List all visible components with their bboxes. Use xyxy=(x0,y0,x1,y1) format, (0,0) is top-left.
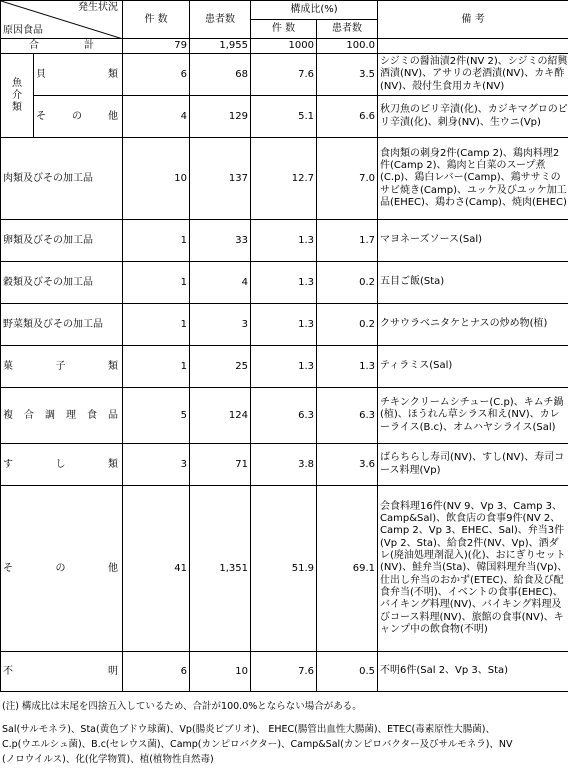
row-ratio-cases: 1.3 xyxy=(251,262,317,304)
row-ratio-patients: 0.2 xyxy=(317,262,378,304)
row-ratio-cases: 7.6 xyxy=(251,652,317,692)
row-ratio-patients: 0.5 xyxy=(317,652,378,692)
row-cases: 10 xyxy=(123,138,190,220)
legend-line: Sal(サルモネラ)、Sta(黄色ブドウ球菌)、Vp(腸炎ビブリオ)、 EHEC(腸管出血性大腸菌)、ETEC(毒素原性大腸菌)、 xyxy=(2,724,495,735)
row-ratio-patients: 6.6 xyxy=(317,96,378,138)
row-label-cell xyxy=(1,652,123,692)
row-ratio-patients: 3.6 xyxy=(317,444,378,486)
table-row xyxy=(1,54,568,96)
row-patients: 137 xyxy=(190,138,251,220)
row-remarks: ばらちらし寿司(NV)、すし(NV)、寿司コース料理(Vp) xyxy=(378,444,568,486)
row-patients: 1,351 xyxy=(190,486,251,652)
corner-header-cell xyxy=(1,1,123,39)
total-row xyxy=(1,39,568,54)
total-remarks xyxy=(378,39,568,54)
row-remarks: シジミの醤油漬2件(NV 2)、シジミの紹興酒漬(NV)、アサリの老酒漬(NV)、カキ酢(NV)、殻付生食用カキ(NV) xyxy=(378,54,568,96)
row-remarks: チキンクリームシチュー(C.p)、キムチ鍋(植)、ほうれん草シラス和え(NV)、カレーライス(B.c)、オムハヤシライス(Sal) xyxy=(378,388,568,444)
row-cases: 1 xyxy=(123,262,190,304)
header-row-1 xyxy=(1,1,568,20)
row-label: す し 類 xyxy=(3,458,118,470)
row-label-cell xyxy=(1,444,123,486)
table-row xyxy=(1,262,568,304)
row-patients: 124 xyxy=(190,388,251,444)
footnote: (注) 構成比は末尾を四捨五入しているため、合計が100.0%とならない場合がある。 xyxy=(2,701,362,712)
cases-header: 件 数 xyxy=(123,1,190,39)
row-patients: 71 xyxy=(190,444,251,486)
row-label-cell xyxy=(1,388,123,444)
row-label: そ の 他 xyxy=(36,110,118,122)
row-label: 穀類及びその加工品 xyxy=(1,262,123,304)
row-cases: 3 xyxy=(123,444,190,486)
row-ratio-patients: 6.3 xyxy=(317,388,378,444)
row-cases: 6 xyxy=(123,652,190,692)
row-ratio-cases: 12.7 xyxy=(251,138,317,220)
table-row xyxy=(1,486,568,652)
row-ratio-cases: 1.3 xyxy=(251,346,317,388)
row-label-cell xyxy=(34,96,123,138)
row-ratio-cases: 7.6 xyxy=(251,54,317,96)
row-cases: 41 xyxy=(123,486,190,652)
row-label: 貝 類 xyxy=(36,68,118,80)
row-remarks: クサウラベニタケとナスの炒め物(植) xyxy=(378,304,568,346)
row-ratio-cases: 6.3 xyxy=(251,388,317,444)
total-ratio-patients: 100.0 xyxy=(317,39,378,54)
total-ratio-cases: 1000 xyxy=(251,39,317,54)
row-ratio-patients: 7.0 xyxy=(317,138,378,220)
row-cases: 6 xyxy=(123,54,190,96)
table-row xyxy=(1,388,568,444)
total-label-left: 合 xyxy=(29,40,39,51)
table-row xyxy=(1,652,568,692)
row-patients: 129 xyxy=(190,96,251,138)
table-row xyxy=(1,138,568,220)
patients-header: 患者数 xyxy=(190,1,251,39)
row-remarks: ティラミス(Sal) xyxy=(378,346,568,388)
row-ratio-cases: 1.3 xyxy=(251,220,317,262)
ratio-header: 構成比(%) xyxy=(251,1,378,20)
row-ratio-patients: 1.3 xyxy=(317,346,378,388)
row-remarks: 五目ご飯(Sta) xyxy=(378,262,568,304)
row-label: 菓 子 類 xyxy=(3,360,118,372)
row-cases: 5 xyxy=(123,388,190,444)
row-ratio-patients: 69.1 xyxy=(317,486,378,652)
table-row xyxy=(1,346,568,388)
row-label-cell xyxy=(1,346,123,388)
row-patients: 68 xyxy=(190,54,251,96)
row-ratio-cases: 5.1 xyxy=(251,96,317,138)
total-label-right: 計 xyxy=(84,40,94,51)
row-cases: 1 xyxy=(123,220,190,262)
row-patients: 4 xyxy=(190,262,251,304)
row-label: 野菜類及びその加工品 xyxy=(1,304,123,346)
row-ratio-patients: 3.5 xyxy=(317,54,378,96)
row-patients: 10 xyxy=(190,652,251,692)
row-label: 複 合 調 理 食 品 xyxy=(3,409,118,421)
row-cases: 1 xyxy=(123,346,190,388)
ratio-patients-header: 患者数 xyxy=(317,20,378,39)
row-patients: 3 xyxy=(190,304,251,346)
row-label: 肉類及びその加工品 xyxy=(1,138,123,220)
row-ratio-cases: 51.9 xyxy=(251,486,317,652)
legend-line: C.p(ウエルシュ菌)、B.c(セレウス菌)、Camp(カンピロバクター)、Camp&Sal(カンピロバクター及びサルモネラ)、NV xyxy=(2,739,513,750)
row-label-cell xyxy=(1,486,123,652)
table-row xyxy=(1,96,568,138)
row-ratio-cases: 3.8 xyxy=(251,444,317,486)
row-patients: 33 xyxy=(190,220,251,262)
row-cases: 4 xyxy=(123,96,190,138)
total-cases: 79 xyxy=(123,39,190,54)
legend-line: (ノロウイルス)、化(化学物質)、植(植物性自然毒) xyxy=(2,754,214,765)
row-patients: 25 xyxy=(190,346,251,388)
table-row xyxy=(1,444,568,486)
remarks-header: 備 考 xyxy=(378,1,568,39)
corner-header-top: 発生状況 xyxy=(78,2,118,13)
row-ratio-cases: 1.3 xyxy=(251,304,317,346)
row-remarks: 食肉類の刺身2件(Camp 2)、鶏肉料理2件(Camp 2)、鶏肉と白菜のスープ煮(C.p)、鶏白レバー(Camp)、鶏ササミのサビ焼き(Camp)、ユッケ及びユッケ加工品(EHEC)、鶏わさ(Camp)、焼肉(EHEC) xyxy=(378,138,568,220)
fish-group-label: 魚 介 類 xyxy=(12,77,22,113)
ratio-cases-header: 件 数 xyxy=(251,20,317,39)
table-row xyxy=(1,220,568,262)
row-remarks: 会食料理16件(NV 9、Vp 3、Camp 3、Camp&Sal)、飲食店の食事9件(NV 2、Camp 2、Vp 3、EHEC、Sal)、弁当3件(Vp 2、Sta)、給食2件(NV、Vp)、酒ダレ(廃油処理剤混入)(化)、おにぎりセット(NV)、鮭弁当(Sta)、韓国料理弁当(Vp)、仕出し弁当のおかず(ETEC)、給食及び配食弁当(不明)、イベントの食事(EHEC)、バイキング料理(NV)、バイキング料理及びコース料理(NV)、旅館の食事(NV)、キャンプ中の飲食物(不明) xyxy=(378,486,568,652)
total-patients: 1,955 xyxy=(190,39,251,54)
total-label-cell xyxy=(1,39,123,54)
row-cases: 1 xyxy=(123,304,190,346)
row-ratio-patients: 0.2 xyxy=(317,304,378,346)
row-label: 卵類及びその加工品 xyxy=(1,220,123,262)
row-label: 不 明 xyxy=(3,665,118,677)
row-label-cell xyxy=(34,54,123,96)
row-label: そ の 他 xyxy=(3,562,118,574)
row-remarks: 不明6件(Sal 2、Vp 3、Sta) xyxy=(378,652,568,692)
row-remarks: マヨネーズソース(Sal) xyxy=(378,220,568,262)
row-remarks: 秋刀魚のピリ辛漬(化)、カジキマグロのピリ辛漬(化)、刺身(NV)、生ウニ(Vp) xyxy=(378,96,568,138)
row-ratio-patients: 1.7 xyxy=(317,220,378,262)
corner-header-bottom: 原因食品 xyxy=(3,25,43,36)
fish-group-cell xyxy=(1,54,34,138)
table-row xyxy=(1,304,568,346)
